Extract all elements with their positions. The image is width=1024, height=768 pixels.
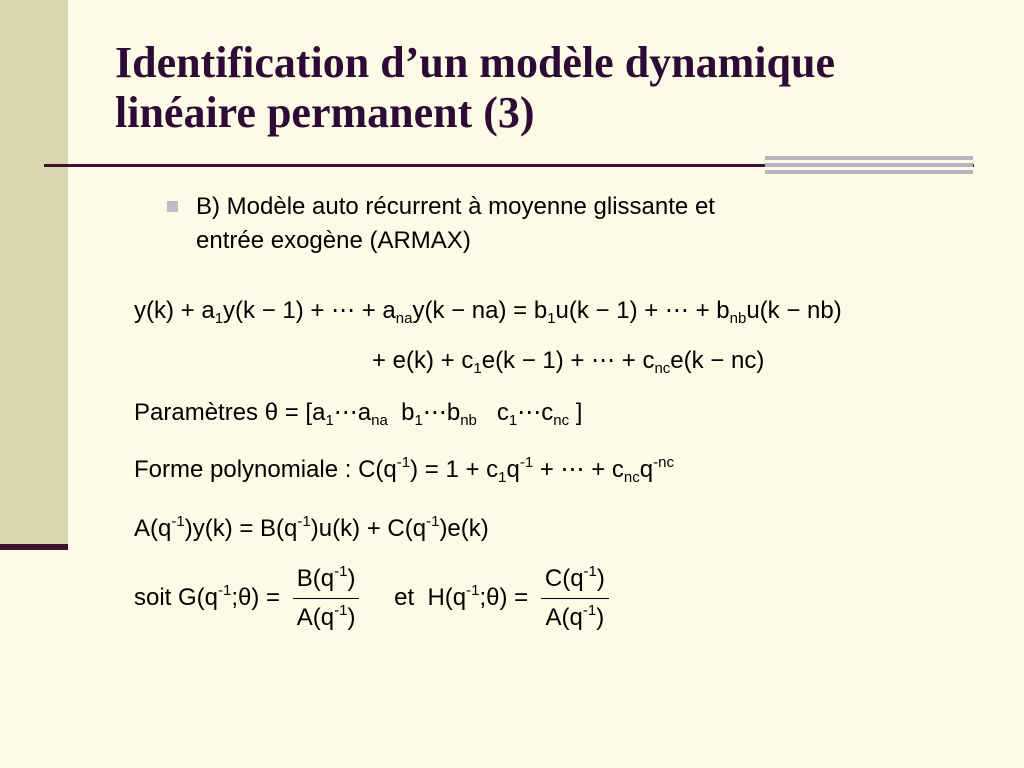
eq-term: c (476, 399, 509, 426)
eq-term: B(q (296, 565, 335, 592)
eq-exponent: -1 (519, 454, 534, 471)
eq-exponent: -1 (334, 602, 348, 619)
title-line-1: Identification d’un modèle dynamique (115, 38, 835, 87)
bullet-text (196, 190, 896, 258)
eq-term: y(k) + a (134, 297, 215, 324)
g-numerator (293, 564, 360, 599)
eq-term: ) = 1 + c (410, 456, 499, 483)
eq-subscript: nc (623, 469, 640, 486)
eq-subscript: nb (460, 412, 477, 429)
eq-term: ⋯a (333, 399, 372, 426)
eq-term: y(k − na) = b (412, 297, 548, 324)
eq-term: ;θ) = (479, 583, 529, 611)
armax-equation-line-1 (134, 296, 842, 326)
bullet-square-icon (167, 201, 178, 212)
h-numerator (541, 564, 609, 599)
title-line-2: linéaire permanent (3) (115, 88, 535, 137)
eq-term: u(k − 1) + ⋯ + b (555, 297, 730, 324)
eq-subscript: 1 (325, 412, 334, 429)
eq-term: + ⋯ + c (533, 456, 624, 483)
eq-exponent: -1 (297, 513, 311, 530)
accent-bar (765, 163, 973, 167)
eq-term: C(q (544, 565, 584, 592)
eq-exponent: -1 (582, 602, 597, 619)
eq-subscript: na (371, 412, 388, 429)
eq-term: )e(k) (439, 515, 489, 542)
eq-subscript: 1 (414, 412, 423, 429)
slide-title (115, 38, 995, 138)
eq-term: ] (569, 399, 583, 426)
parameter-vector (134, 398, 582, 428)
left-band-divider (0, 544, 68, 550)
eq-subscript: nb (729, 310, 747, 327)
eq-term: + e(k) + c (372, 347, 474, 374)
eq-subscript: na (395, 310, 413, 327)
eq-term: )y(k) = B(q (184, 515, 298, 542)
eq-subscript: nc (553, 412, 570, 429)
eq-exponent: -1 (218, 581, 232, 599)
eq-term: ⋯c (517, 399, 554, 426)
polynomial-form (134, 455, 674, 485)
eq-subscript: nc (654, 360, 671, 377)
eq-subscript: 1 (547, 310, 556, 327)
eq-term: A(q (134, 515, 172, 542)
eq-subscript: 1 (473, 360, 482, 377)
eq-term: Forme polynomiale : C(q (134, 456, 397, 483)
eq-term: b (387, 399, 415, 426)
eq-term: ) (596, 565, 605, 592)
eq-term: ;θ) = (231, 583, 281, 611)
eq-term: ⋯b (422, 399, 461, 426)
model-equation (134, 514, 489, 544)
g-denominator (293, 599, 360, 633)
eq-term: ) (347, 565, 356, 592)
eq-term: A(q (545, 604, 583, 631)
eq-term: A(q (296, 604, 335, 631)
eq-exponent: -1 (583, 563, 597, 580)
eq-exponent: -1 (466, 581, 480, 599)
accent-bar (765, 156, 973, 160)
eq-term: q (639, 456, 654, 483)
accent-bar (765, 170, 973, 174)
eq-term: soit G(q (134, 583, 219, 611)
eq-subscript: 1 (498, 469, 507, 486)
h-fraction (541, 564, 609, 633)
eq-exponent: -nc (653, 454, 674, 471)
eq-subscript: 1 (508, 412, 518, 429)
h-denominator (541, 599, 609, 633)
eq-term: )u(k) + C(q (310, 515, 427, 542)
eq-term: u(k − nb) (746, 297, 842, 324)
eq-term: e(k − nc) (670, 347, 765, 374)
eq-exponent: -1 (171, 513, 185, 530)
eq-exponent: -1 (396, 454, 411, 471)
eq-term: ) (347, 604, 356, 631)
accent-bars (765, 156, 973, 180)
eq-term: y(k − 1) + ⋯ + a (223, 297, 396, 324)
eq-term: e(k − 1) + ⋯ + c (481, 347, 655, 374)
eq-exponent: -1 (334, 563, 348, 580)
bullet-line-1: B) Modèle auto récurrent à moyenne glissante et (196, 193, 715, 220)
eq-term: et H(q (394, 583, 467, 611)
bullet-line-2: entrée exogène (ARMAX) (196, 227, 471, 254)
g-fraction (293, 564, 360, 633)
eq-subscript: 1 (214, 310, 224, 327)
eq-exponent: -1 (426, 513, 440, 530)
armax-equation-line-2 (372, 346, 764, 376)
eq-term: Paramètres θ = [a (134, 399, 326, 426)
left-decorative-band (0, 0, 68, 548)
eq-term: q (506, 456, 520, 483)
transfer-functions (134, 564, 615, 633)
eq-term: ) (596, 604, 605, 631)
